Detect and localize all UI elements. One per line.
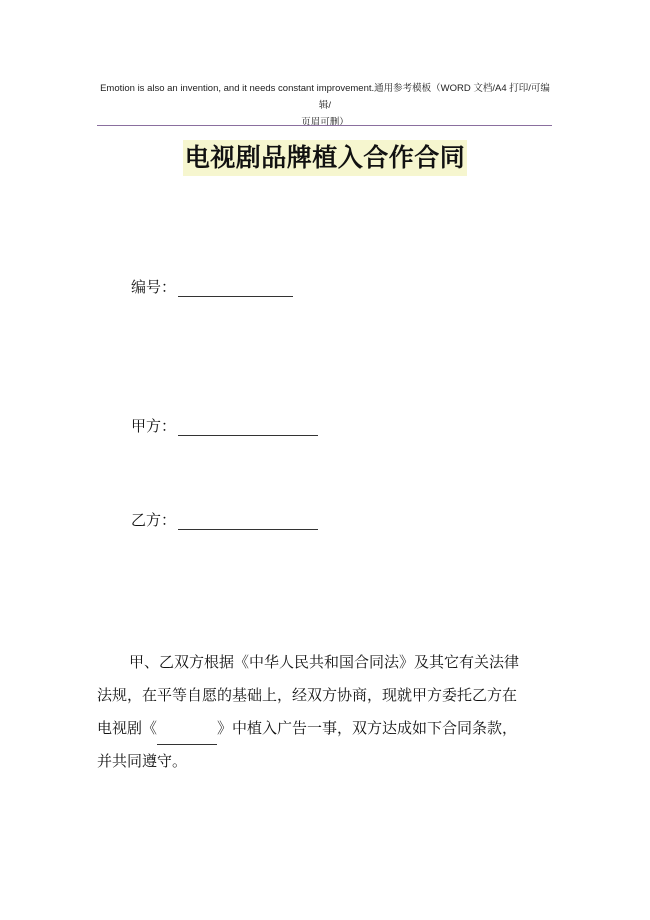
party-b-label: 乙方： <box>131 511 177 529</box>
party-a-field <box>131 416 318 436</box>
preamble-line-3-start: 电视剧《 <box>97 719 158 737</box>
document-title: 电视剧品牌植入合作合同 <box>183 140 468 176</box>
party-a-blank[interactable] <box>178 419 318 436</box>
page-header <box>95 80 555 131</box>
preamble-line-1: 甲、乙双方根据《中华人民共和国合同法》及其它有关法律 <box>129 653 520 671</box>
preamble-line-3-end: 》中植入广告一事，双方达成如下合同条款， <box>217 719 518 737</box>
preamble-line-4: 并共同遵守。 <box>97 752 188 770</box>
preamble-line-2: 法规，在平等自愿的基础上，经双方协商，现就甲方委托乙方在 <box>97 686 518 704</box>
title-container <box>0 140 650 176</box>
party-a-label: 甲方： <box>131 417 177 435</box>
header-divider <box>97 125 552 126</box>
contract-number-field <box>131 277 293 297</box>
party-b-field <box>131 510 318 530</box>
contract-number-label: 编号： <box>131 278 177 296</box>
tv-series-name-blank[interactable] <box>157 727 217 745</box>
contract-preamble <box>97 646 555 778</box>
header-line-2: 页眉可删） <box>301 117 349 128</box>
party-b-blank[interactable] <box>178 513 318 530</box>
contract-number-blank[interactable] <box>178 280 293 297</box>
preamble-line-3 <box>97 712 555 745</box>
header-line-1: Emotion is also an invention, and it needs constant improvement.通用参考模板（WORD 文档/A4 打印/可编辑/ <box>100 83 550 111</box>
